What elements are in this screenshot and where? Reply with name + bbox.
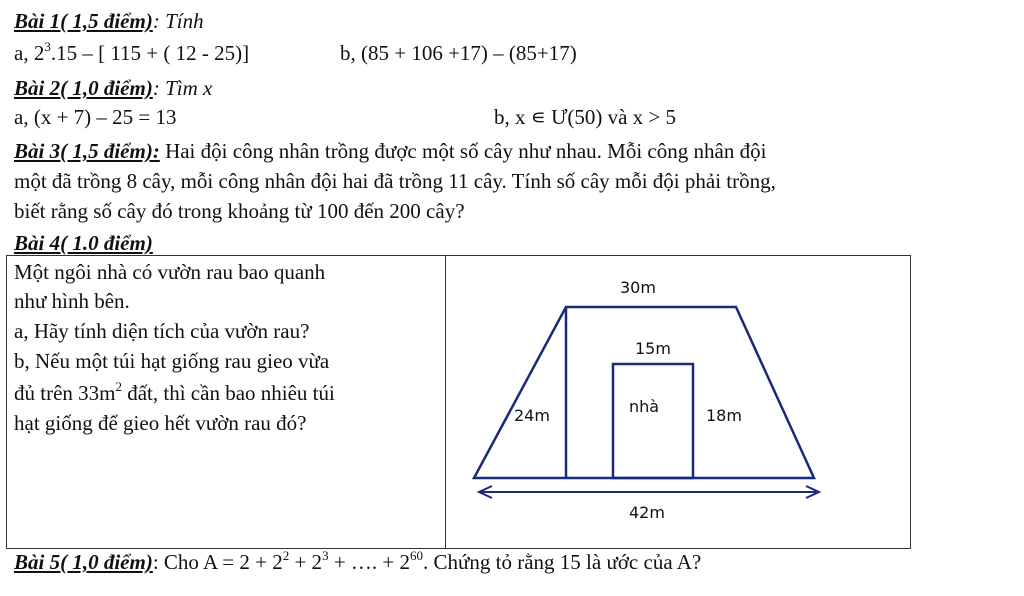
bai4-heading-line (14, 230, 153, 256)
bai4-text2: như hình bên. (14, 289, 130, 313)
bai1-heading: Bài 1( 1,5 điểm) (14, 9, 153, 33)
label-left-height: 24m (514, 406, 550, 425)
garden-figure (446, 256, 906, 546)
bai3-line2: một đã trồng 8 cây, mỗi công nhân đội hai đã trồng 11 cây. Tính số cây mỗi đội phải trồng, (14, 169, 776, 193)
bai4-text1: Một ngôi nhà có vườn rau bao quanh (14, 260, 326, 284)
bai3-line3: biết rằng số cây đó trong khoảng từ 100 đến 200 cây? (14, 199, 465, 223)
bai4-heading: Bài 4( 1.0 điểm) (14, 231, 153, 255)
house-rect (613, 364, 693, 478)
bai4-text6: hạt giống để gieo hết vườn rau đó? (14, 411, 307, 435)
label-house-width: 15m (635, 339, 671, 358)
bai1-heading-suffix: : Tính (152, 9, 204, 33)
bai2-heading-line (14, 75, 212, 101)
label-house-height: 18m (706, 406, 742, 425)
bai5-heading: Bài 5( 1,0 điểm) (14, 550, 153, 574)
garden-trapezoid (474, 307, 814, 478)
bai2-b: b, x ∊ Ư(50) và x > 5 (494, 105, 677, 129)
bai2-a: a, (x + 7) – 25 = 13 (14, 105, 177, 129)
bai3-line1: Bài 3( 1,5 điểm): Hai đội công nhân trồng được một số cây như nhau. Mỗi công nhân đội (14, 139, 767, 163)
label-bottom: 42m (629, 503, 665, 522)
bai4-text4: b, Nếu một túi hạt giống rau gieo vừa (14, 349, 330, 373)
bai4-text5: đủ trên $33m^2$ đất, thì cần bao nhiêu túi (14, 379, 335, 405)
bai1-heading-line (14, 8, 204, 34)
bai4-text3: a, Hãy tính diện tích của vườn rau? (14, 319, 310, 343)
bai5-line: Bài 5( 1,0 điểm): Cho $A = 2 + 2^2 + 2^3$ + …. + $2^{60}$. Chứng tỏ rằng 15 là ước của A? (14, 548, 702, 574)
bai1-a: a, $2^3.15$ – [ 115 + ( 12 - 25)] (14, 39, 250, 65)
label-top: 30m (620, 278, 656, 297)
label-house: nhà (629, 397, 660, 416)
bai2-heading: Bài 2( 1,0 điểm) (14, 76, 153, 100)
bai2-heading-suffix: : Tìm x (152, 76, 213, 100)
bai1-b: b, (85 + 106 +17) – (85+17) (340, 41, 577, 65)
bai3-heading: Bài 3( 1,5 điểm): (14, 139, 160, 163)
